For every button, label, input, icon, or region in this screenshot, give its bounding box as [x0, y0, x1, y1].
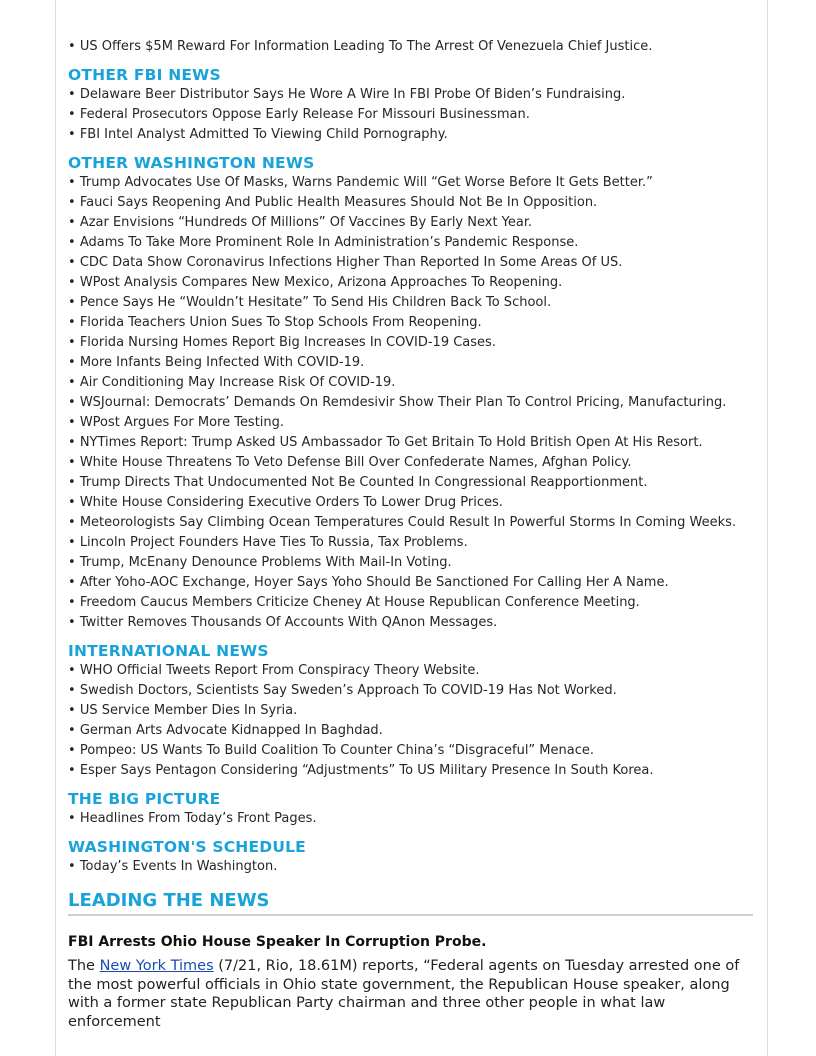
leading-news-heading: LEADING THE NEWS	[68, 888, 753, 916]
list-item[interactable]: • Pence Says He “Wouldn’t Hesitate” To Send His Children Back To School.	[68, 293, 753, 313]
list-item[interactable]: • WHO Official Tweets Report From Conspiracy Theory Website.	[68, 661, 753, 681]
list-item[interactable]: • Air Conditioning May Increase Risk Of COVID-19.	[68, 373, 753, 393]
list-item[interactable]: • Trump, McEnany Denounce Problems With Mail-In Voting.	[68, 553, 753, 573]
list-item[interactable]: • US Offers $5M Reward For Information Leading To The Arrest Of Venezuela Chief Justice.	[68, 37, 753, 57]
list-item[interactable]: • White House Considering Executive Orders To Lower Drug Prices.	[68, 493, 753, 513]
list-item[interactable]: • Delaware Beer Distributor Says He Wore A Wire In FBI Probe Of Biden’s Fundraising.	[68, 85, 753, 105]
list-item[interactable]: • Trump Directs That Undocumented Not Be Counted In Congressional Reapportionment.	[68, 473, 753, 493]
list-item[interactable]: • US Service Member Dies In Syria.	[68, 701, 753, 721]
list-item[interactable]: • WPost Analysis Compares New Mexico, Arizona Approaches To Reopening.	[68, 273, 753, 293]
list-item[interactable]: • Florida Nursing Homes Report Big Increases In COVID-19 Cases.	[68, 333, 753, 353]
list-item[interactable]: • Fauci Says Reopening And Public Health Measures Should Not Be In Opposition.	[68, 193, 753, 213]
list-item[interactable]: • German Arts Advocate Kidnapped In Baghdad.	[68, 721, 753, 741]
list-item[interactable]: • Pompeo: US Wants To Build Coalition To Counter China’s “Disgraceful” Menace.	[68, 741, 753, 761]
section-title-washington: OTHER WASHINGTON NEWS	[68, 154, 315, 172]
big-picture-list	[68, 809, 753, 829]
list-item[interactable]: • CDC Data Show Coronavirus Infections Higher Than Reported In Some Areas Of US.	[68, 253, 753, 273]
fbi-list	[68, 85, 753, 145]
list-item[interactable]: • Freedom Caucus Members Criticize Cheney At House Republican Conference Meeting.	[68, 593, 753, 613]
story-body-text: (7/21, Rio, 18.61M) reports, “Federal agents on Tuesday arrested one of the most powerful officials in Ohio state government, the Republican House speaker, along with a former state Republican Party chairman and three other people in what law enforcement	[68, 958, 740, 1030]
list-item[interactable]: • Florida Teachers Union Sues To Stop Schools From Reopening.	[68, 313, 753, 333]
section-title-international: INTERNATIONAL NEWS	[68, 642, 269, 660]
list-item[interactable]: • WPost Argues For More Testing.	[68, 413, 753, 433]
list-item[interactable]: • Headlines From Today’s Front Pages.	[68, 809, 753, 829]
newsletter-content	[68, 37, 753, 1031]
schedule-list	[68, 857, 753, 877]
list-item[interactable]: • WSJournal: Democrats’ Demands On Remdesivir Show Their Plan To Control Pricing, Manufacturing.	[68, 393, 753, 413]
list-item[interactable]: • White House Threatens To Veto Defense Bill Over Confederate Names, Afghan Policy.	[68, 453, 753, 473]
top-list	[68, 37, 753, 57]
washington-list	[68, 173, 753, 633]
story-headline[interactable]: FBI Arrests Ohio House Speaker In Corruption Probe.	[68, 934, 487, 950]
list-item[interactable]: • Meteorologists Say Climbing Ocean Temperatures Could Result In Powerful Storms In Coming Weeks.	[68, 513, 753, 533]
section-title-schedule: WASHINGTON'S SCHEDULE	[68, 838, 306, 856]
list-item[interactable]: • More Infants Being Infected With COVID-19.	[68, 353, 753, 373]
list-item[interactable]: • Twitter Removes Thousands Of Accounts With QAnon Messages.	[68, 613, 753, 633]
source-link[interactable]: New York Times	[99, 958, 214, 974]
section-title-big-picture: THE BIG PICTURE	[68, 790, 221, 808]
story-body	[68, 957, 753, 1031]
list-item[interactable]: • Azar Envisions “Hundreds Of Millions” Of Vaccines By Early Next Year.	[68, 213, 753, 233]
list-item[interactable]: • NYTimes Report: Trump Asked US Ambassador To Get Britain To Hold British Open At His Resort.	[68, 433, 753, 453]
list-item[interactable]: • Today’s Events In Washington.	[68, 857, 753, 877]
list-item[interactable]: • Adams To Take More Prominent Role In Administration’s Pandemic Response.	[68, 233, 753, 253]
list-item[interactable]: • Swedish Doctors, Scientists Say Sweden’s Approach To COVID-19 Has Not Worked.	[68, 681, 753, 701]
list-item[interactable]: • Esper Says Pentagon Considering “Adjustments” To US Military Presence In South Korea.	[68, 761, 753, 781]
list-item[interactable]: • Federal Prosecutors Oppose Early Release For Missouri Businessman.	[68, 105, 753, 125]
list-item[interactable]: • Trump Advocates Use Of Masks, Warns Pandemic Will “Get Worse Before It Gets Better.”	[68, 173, 753, 193]
story-body-prefix: The	[68, 958, 100, 974]
list-item[interactable]: • FBI Intel Analyst Admitted To Viewing Child Pornography.	[68, 125, 753, 145]
list-item[interactable]: • Lincoln Project Founders Have Ties To Russia, Tax Problems.	[68, 533, 753, 553]
list-item[interactable]: • After Yoho-AOC Exchange, Hoyer Says Yoho Should Be Sanctioned For Calling Her A Name.	[68, 573, 753, 593]
section-title-fbi: OTHER FBI NEWS	[68, 66, 221, 84]
international-list	[68, 661, 753, 781]
